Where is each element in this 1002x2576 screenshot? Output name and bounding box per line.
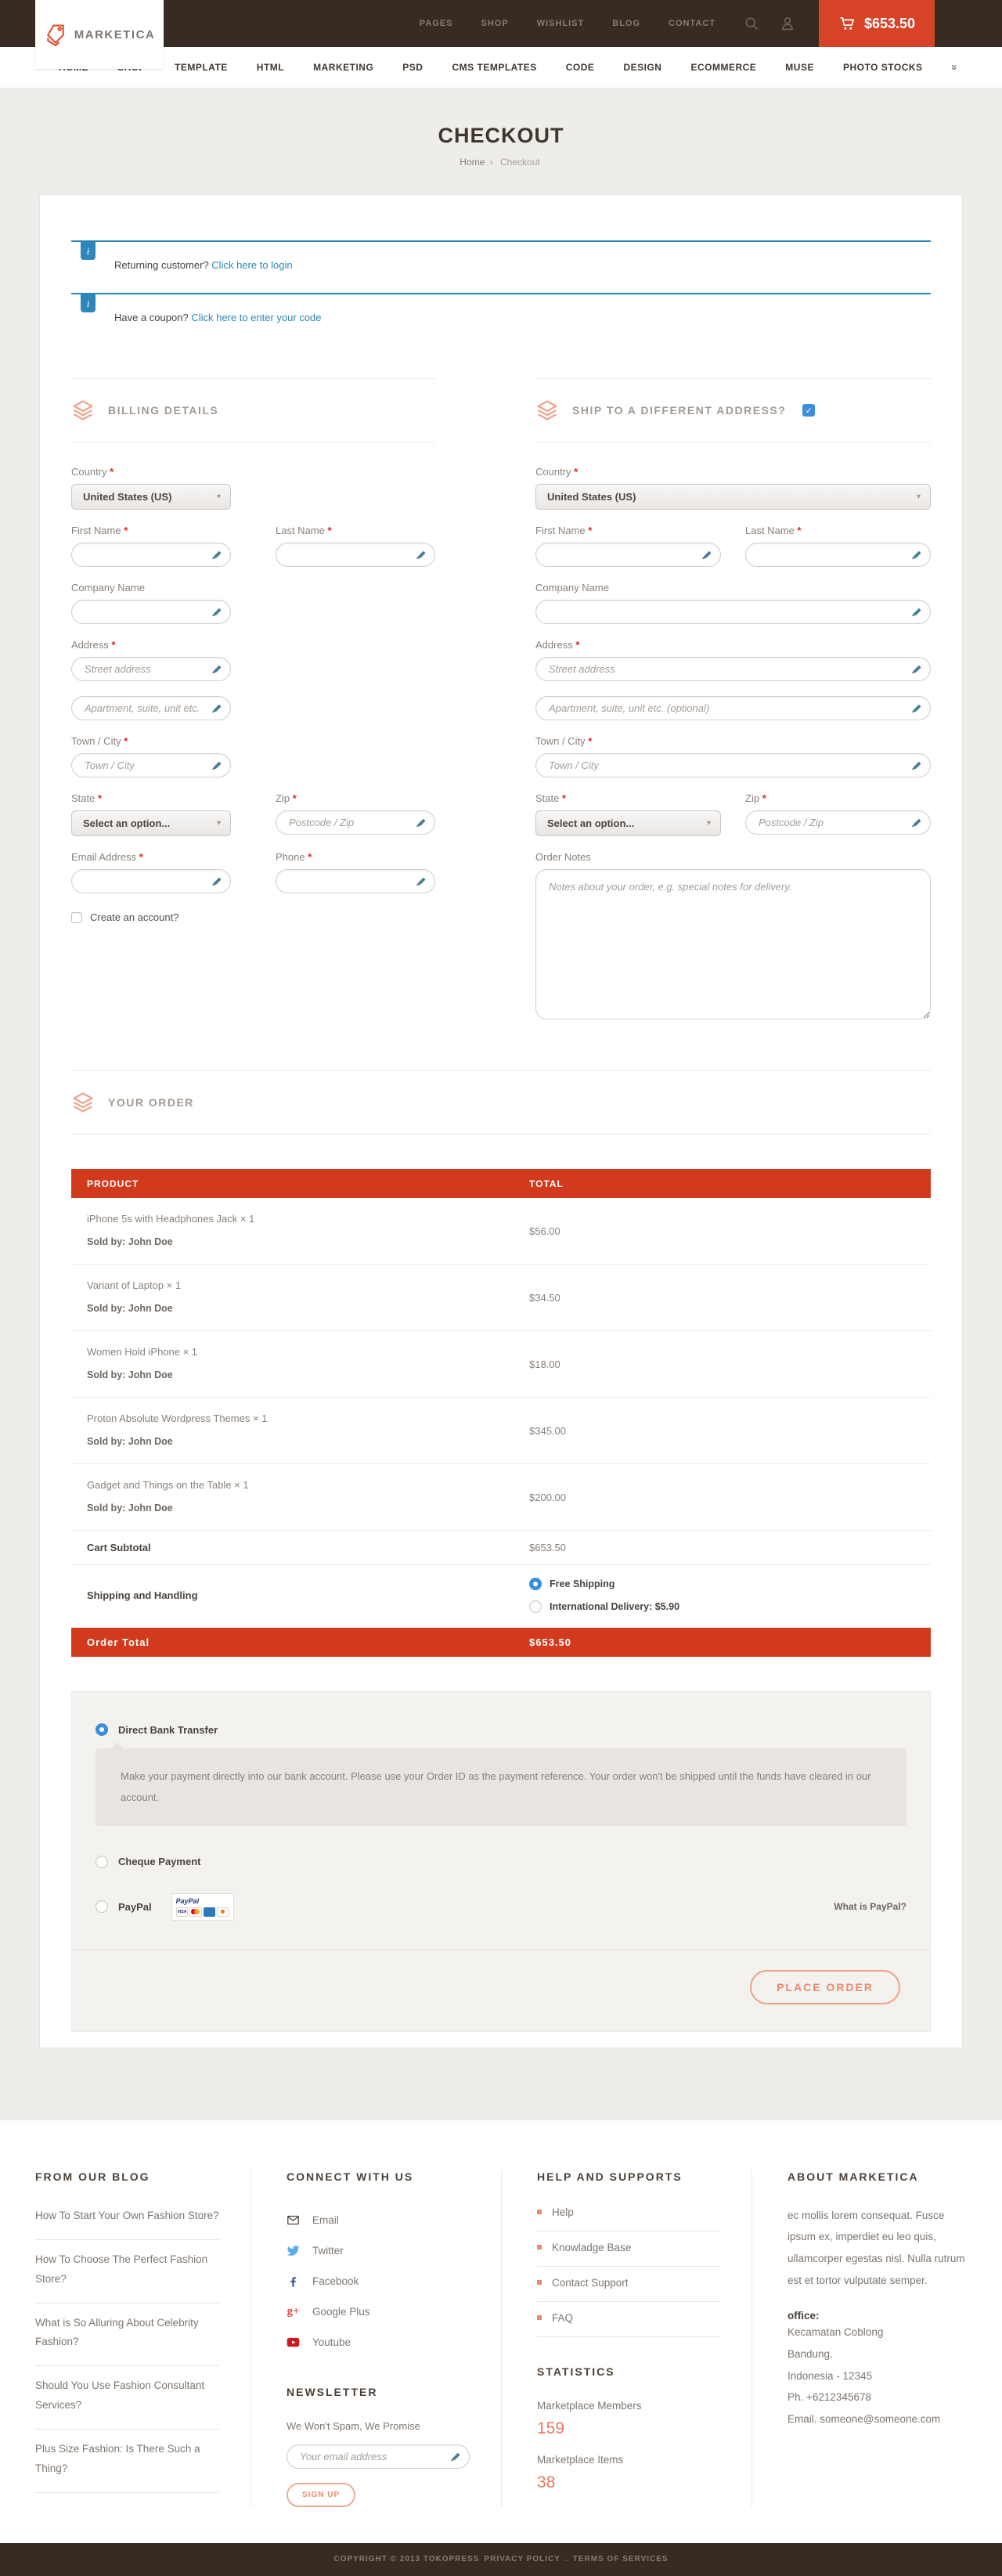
page-body: [0, 88, 1002, 2048]
pen-icon: [910, 817, 922, 828]
nav-marketing[interactable]: MARKETING: [313, 62, 374, 73]
shipping-row: [71, 1565, 931, 1628]
top-nav: [420, 19, 715, 28]
billing-last-name-field: Last Name *: [276, 525, 435, 567]
address-line: Kecamatan Coblong: [788, 2326, 884, 2339]
billing-state-select[interactable]: Select an option... ▾: [71, 810, 231, 836]
shipping-zip-field: Zip * Postcode / Zip: [745, 792, 931, 836]
cart-subtotal-value: $653.50: [529, 1542, 566, 1553]
billing-address-field: Address * Street address: [71, 639, 231, 681]
header-icons: [744, 16, 795, 31]
your-order-section: [71, 1070, 931, 1657]
shipping-last-name-input[interactable]: [745, 543, 931, 567]
coupon-notice: [71, 293, 931, 345]
place-order-button[interactable]: PLACE ORDER: [750, 1970, 900, 2004]
blog-post-link[interactable]: What is So Alluring About Celebrity Fashion?: [35, 2304, 219, 2367]
shipping-company-input[interactable]: [535, 600, 931, 624]
checkout-form: [71, 378, 931, 1022]
about-column-title: ABOUT MARKETICA: [788, 2170, 919, 2183]
order-item-row: [71, 1331, 931, 1398]
contact-support-link[interactable]: Contact Support: [537, 2267, 720, 2302]
shipping-town-field: Town / City * Town / City: [535, 735, 931, 777]
copyright-bar: COPYRIGHT © 2013 TOKOPRESS PRIVACY POLICY . TERMS OF SERVICES: [0, 2543, 1002, 2576]
free-shipping-option[interactable]: Free Shipping: [529, 1578, 679, 1590]
billing-section: [71, 378, 435, 1022]
layers-icon: [71, 1091, 95, 1114]
info-icon: i: [81, 294, 96, 312]
shipping-country-select[interactable]: United States (US) ▾: [535, 484, 931, 510]
nav-code[interactable]: CODE: [565, 62, 595, 73]
topnav-shop[interactable]: SHOP: [481, 19, 509, 28]
cheque-payment-option[interactable]: Cheque Payment: [96, 1856, 906, 1868]
newsletter-tagline: We Won't Spam, We Promise: [287, 2419, 420, 2432]
pen-icon: [211, 875, 222, 887]
nav-muse[interactable]: MUSE: [785, 62, 814, 73]
page-title-block: [0, 88, 1002, 194]
payment-cards-image: [171, 1893, 234, 1921]
newsletter-title: NEWSLETTER: [287, 2385, 378, 2398]
shipping-last-name-field: Last Name *: [745, 525, 931, 567]
help-link[interactable]: Help: [537, 2205, 720, 2231]
billing-apartment-field: [71, 696, 231, 720]
shipping-header: [535, 378, 931, 442]
site-footer: [0, 2120, 1002, 2543]
order-notes-field: Order Notes Notes about your order, e.g. special notes for delivery.: [535, 851, 931, 1022]
product-total: $56.00: [529, 1225, 560, 1237]
square-bullet-icon: [537, 2315, 542, 2320]
billing-first-name-field: First Name *: [71, 525, 231, 567]
topnav-pages[interactable]: PAGES: [419, 19, 453, 28]
billing-email-field: Email Address *: [71, 851, 231, 893]
product-seller: Sold by: John Doe: [87, 1503, 173, 1513]
user-icon[interactable]: [780, 16, 795, 31]
product-name[interactable]: iPhone 5s with Headphones Jack × 1: [87, 1213, 255, 1225]
breadcrumb-separator: ›: [489, 157, 493, 168]
visa-card-icon: VISA: [176, 1907, 189, 1917]
square-bullet-icon: [537, 2245, 542, 2249]
billing-company-field: Company Name: [71, 582, 231, 624]
breadcrumb-home[interactable]: Home: [460, 157, 485, 168]
office-label: office:: [788, 2310, 820, 2322]
footer-help-column: [501, 2170, 752, 2507]
billing-phone-input[interactable]: [276, 869, 435, 893]
your-order-header: [71, 1070, 931, 1135]
nav-photo-stocks[interactable]: PHOTO STOCKS: [842, 62, 923, 73]
order-total-label: Order Total: [87, 1636, 150, 1648]
youtube-icon: [287, 2336, 300, 2349]
shipping-title: SHIP TO A DIFFERENT ADDRESS?: [572, 404, 787, 417]
email-icon: [287, 2213, 300, 2227]
order-item-row: [71, 1398, 931, 1464]
social-email-link[interactable]: Email: [287, 2205, 470, 2235]
billing-first-name-input[interactable]: [71, 543, 231, 567]
pen-icon: [701, 549, 712, 561]
cart-icon: [838, 16, 856, 31]
info-icon: i: [81, 242, 96, 260]
address-line: Ph. +6212345678: [788, 2391, 871, 2404]
square-bullet-icon: [537, 2280, 542, 2285]
checkbox-icon: [71, 912, 82, 923]
billing-town-field: Town / City * Town / City: [71, 735, 231, 777]
cart-subtotal-row: [71, 1531, 931, 1565]
pen-icon: [910, 759, 922, 771]
chevron-down-icon: ▾: [706, 819, 711, 828]
square-bullet-icon: [537, 2210, 542, 2214]
social-googleplus-link[interactable]: g+ Google Plus: [287, 2304, 370, 2318]
billing-zip-field: Zip * Postcode / Zip: [276, 792, 435, 836]
connect-column-title: CONNECT WITH US: [287, 2170, 414, 2183]
billing-title: BILLING DETAILS: [108, 404, 219, 417]
shipping-state-field: State * Select an option... ▾: [535, 792, 721, 836]
coupon-text: Have a coupon?: [114, 312, 189, 323]
shipping-apartment-input[interactable]: [535, 696, 931, 720]
payment-divider: [72, 1949, 930, 1950]
pen-icon: [415, 549, 427, 561]
order-notes-input[interactable]: [535, 869, 931, 1019]
nav-psd[interactable]: PSD: [402, 62, 424, 73]
blog-post-link[interactable]: How To Choose The Perfect Fashion Store?: [35, 2240, 219, 2304]
knowledge-base-link[interactable]: Knowladge Base: [537, 2231, 720, 2267]
check-icon: ✓: [805, 406, 813, 416]
returning-customer-text: Returning customer?: [114, 259, 209, 271]
nav-cms-templates[interactable]: CMS TEMPLATES: [452, 62, 537, 73]
pen-icon: [211, 759, 222, 771]
chevron-down-icon: ▾: [216, 819, 221, 828]
product-name[interactable]: Proton Absolute Wordpress Themes × 1: [87, 1412, 268, 1424]
pen-icon: [211, 606, 222, 618]
footer-blog-column: [0, 2170, 250, 2507]
shipping-first-name-input[interactable]: [535, 543, 721, 567]
product-seller: Sold by: John Doe: [87, 1236, 173, 1247]
radio-icon: [529, 1600, 542, 1613]
cart-total: $653.50: [863, 15, 916, 31]
marketplace-items-count: 38: [537, 2473, 556, 2491]
checkout-card: [39, 194, 963, 2048]
pen-icon: [415, 875, 427, 887]
pen-icon: [415, 817, 427, 828]
nav-more-icon[interactable]: »: [948, 64, 961, 70]
layers-icon: [71, 399, 95, 422]
topnav-wishlist[interactable]: WISHLIST: [536, 19, 585, 28]
your-order-title: YOUR ORDER: [108, 1096, 194, 1109]
nav-template[interactable]: TEMPLATE: [175, 62, 228, 73]
bank-transfer-option[interactable]: Direct Bank Transfer: [96, 1723, 906, 1736]
billing-last-name-input[interactable]: [276, 543, 435, 567]
twitter-icon: [287, 2244, 300, 2257]
radio-selected-icon: [529, 1578, 542, 1590]
shipping-first-name-field: First Name *: [535, 525, 721, 567]
shipping-country-field: Country * United States (US) ▾: [535, 466, 931, 510]
terms-link[interactable]: TERMS OF SERVICES: [572, 2555, 669, 2564]
about-text: ec mollis lorem consequat. Fusce ipsum ex, imperdiet eu leo quis, ullamcorper egestas nisl. Nulla rutrum est et tortor vulputate semper.: [788, 2209, 965, 2286]
shipping-town-input[interactable]: [535, 753, 931, 777]
shipping-street-input[interactable]: [535, 657, 931, 681]
address-line: Email. someone@someone.com: [788, 2412, 941, 2425]
product-total: $18.00: [529, 1358, 560, 1370]
cart-subtotal-label: Cart Subtotal: [87, 1542, 151, 1553]
returning-customer-notice: [71, 240, 931, 293]
pen-icon: [910, 606, 922, 618]
nav-ecommerce[interactable]: ECOMMERCE: [690, 62, 757, 73]
amex-card-icon: [204, 1907, 216, 1917]
statistics-title: STATISTICS: [537, 2365, 615, 2378]
product-seller: Sold by: John Doe: [87, 1303, 173, 1314]
nav-html[interactable]: HTML: [256, 62, 285, 73]
ship-different-checkbox[interactable]: [802, 404, 815, 417]
help-column-title: HELP AND SUPPORTS: [537, 2170, 683, 2183]
pen-icon: [449, 2451, 461, 2462]
shipping-section: [535, 378, 931, 1022]
blog-column-title: FROM OUR BLOG: [35, 2170, 150, 2183]
newsletter-email-input[interactable]: [287, 2444, 470, 2469]
product-column-header: PRODUCT: [87, 1178, 139, 1189]
product-seller: Sold by: John Doe: [87, 1369, 173, 1380]
signup-button[interactable]: SIGN UP: [287, 2483, 355, 2507]
order-table: [71, 1169, 931, 1657]
topnav-contact[interactable]: CONTACT: [669, 19, 715, 28]
order-table-header: [71, 1169, 931, 1198]
billing-country-field: Country * United States (US) ▾: [71, 466, 231, 510]
paypal-logo: PayPal: [175, 1896, 200, 1905]
address-line: Indonesia - 12345: [788, 2369, 873, 2382]
order-total-row: [71, 1628, 931, 1657]
faq-link[interactable]: FAQ: [537, 2302, 720, 2337]
product-total: $34.50: [529, 1291, 560, 1304]
product-seller: Sold by: John Doe: [87, 1436, 173, 1447]
billing-country-select[interactable]: United States (US) ▾: [71, 484, 231, 510]
order-item-row: [71, 1265, 931, 1331]
billing-phone-field: Phone *: [276, 851, 435, 893]
billing-town-input[interactable]: [71, 753, 231, 777]
address-line: Bandung.: [788, 2347, 833, 2360]
social-youtube-link[interactable]: Youtube: [287, 2327, 470, 2358]
brand-logo[interactable]: [35, 0, 164, 69]
international-delivery-option[interactable]: International Delivery: $5.90: [529, 1600, 679, 1613]
radio-selected-icon: [96, 1723, 108, 1736]
login-link[interactable]: Click here to login: [211, 259, 293, 271]
copyright-text: COPYRIGHT © 2013 TOKOPRESS: [333, 2555, 480, 2564]
breadcrumb: [0, 157, 1002, 168]
marketplace-members-label: Marketplace Members: [537, 2399, 642, 2412]
order-item-row: [71, 1464, 931, 1531]
billing-apartment-input[interactable]: [71, 696, 231, 720]
pen-icon: [910, 702, 922, 714]
facebook-icon: [287, 2275, 300, 2288]
shipping-label: Shipping and Handling: [87, 1589, 198, 1601]
blog-post-link[interactable]: Plus Size Fashion: Is There Such a Thing?: [35, 2430, 219, 2493]
billing-state-field: State * Select an option... ▾: [71, 792, 231, 836]
mastercard-icon: [189, 1907, 202, 1917]
order-item-row: [71, 1198, 931, 1265]
blog-post-link[interactable]: How To Start Your Own Fashion Store?: [35, 2205, 219, 2240]
chevron-down-icon: ▾: [216, 492, 221, 501]
marketplace-items-label: Marketplace Items: [537, 2453, 624, 2466]
top-header: [0, 0, 1002, 47]
billing-company-input[interactable]: [71, 600, 231, 624]
product-name[interactable]: Women Hold iPhone × 1: [87, 1346, 198, 1358]
radio-icon: [96, 1900, 108, 1913]
nav-design[interactable]: DESIGN: [623, 62, 662, 73]
product-name[interactable]: Gadget and Things on the Table × 1: [87, 1479, 249, 1491]
page-title: CHECKOUT: [438, 124, 564, 147]
brand-tag-icon: [44, 23, 67, 46]
paypal-option[interactable]: PayPal PayPal VISA What is PayPal?: [96, 1893, 906, 1921]
layers-icon: [535, 399, 559, 422]
product-name[interactable]: Variant of Laptop × 1: [87, 1279, 182, 1291]
billing-zip-input[interactable]: [276, 810, 435, 835]
topnav-blog[interactable]: BLOG: [612, 19, 641, 28]
what-is-paypal-link[interactable]: What is PayPal?: [834, 1901, 906, 1913]
breadcrumb-current: Checkout: [500, 157, 540, 168]
pen-icon: [211, 702, 222, 714]
privacy-policy-link[interactable]: PRIVACY POLICY: [484, 2555, 560, 2564]
billing-email-input[interactable]: [71, 869, 231, 893]
discover-card-icon: [217, 1907, 229, 1917]
billing-street-input[interactable]: [71, 657, 231, 681]
shipping-company-field: Company Name: [535, 582, 931, 624]
radio-icon: [96, 1856, 108, 1868]
blog-post-link[interactable]: Should You Use Fashion Consultant Services?: [35, 2366, 219, 2430]
brand-name: MARKETICA: [74, 27, 156, 41]
footer-connect-column: [250, 2170, 501, 2507]
shipping-address-field: Address * Street address: [535, 639, 931, 681]
pen-icon: [910, 549, 922, 561]
bank-transfer-description: Make your payment directly into our bank account. Please use your Order ID as the payment reference. Your order won't be shipped until the funds have cleared in our account.: [96, 1748, 906, 1826]
shipping-apartment-field: [535, 696, 931, 720]
footer-about-column: [752, 2170, 1002, 2507]
product-total: $345.00: [529, 1424, 566, 1437]
pen-icon: [910, 663, 922, 675]
social-facebook-link[interactable]: Facebook: [287, 2266, 470, 2296]
billing-header: [71, 378, 435, 442]
google-plus-icon: g+: [287, 2304, 300, 2318]
coupon-link[interactable]: Click here to enter your code: [191, 312, 322, 323]
cart-button[interactable]: [819, 0, 935, 47]
social-twitter-link[interactable]: Twitter: [287, 2235, 470, 2266]
marketplace-members-count: 159: [537, 2419, 565, 2437]
total-column-header: TOTAL: [529, 1178, 564, 1189]
order-total-value: $653.50: [529, 1636, 571, 1648]
pen-icon: [211, 549, 222, 561]
payment-panel: [71, 1691, 931, 2032]
pen-icon: [211, 663, 222, 675]
product-total: $200.00: [529, 1491, 566, 1503]
shipping-state-select[interactable]: Select an option... ▾: [535, 810, 721, 836]
search-icon[interactable]: [744, 16, 759, 31]
shipping-zip-input[interactable]: [745, 810, 931, 835]
chevron-down-icon: ▾: [916, 492, 921, 501]
create-account-checkbox[interactable]: Create an account?: [71, 911, 435, 923]
